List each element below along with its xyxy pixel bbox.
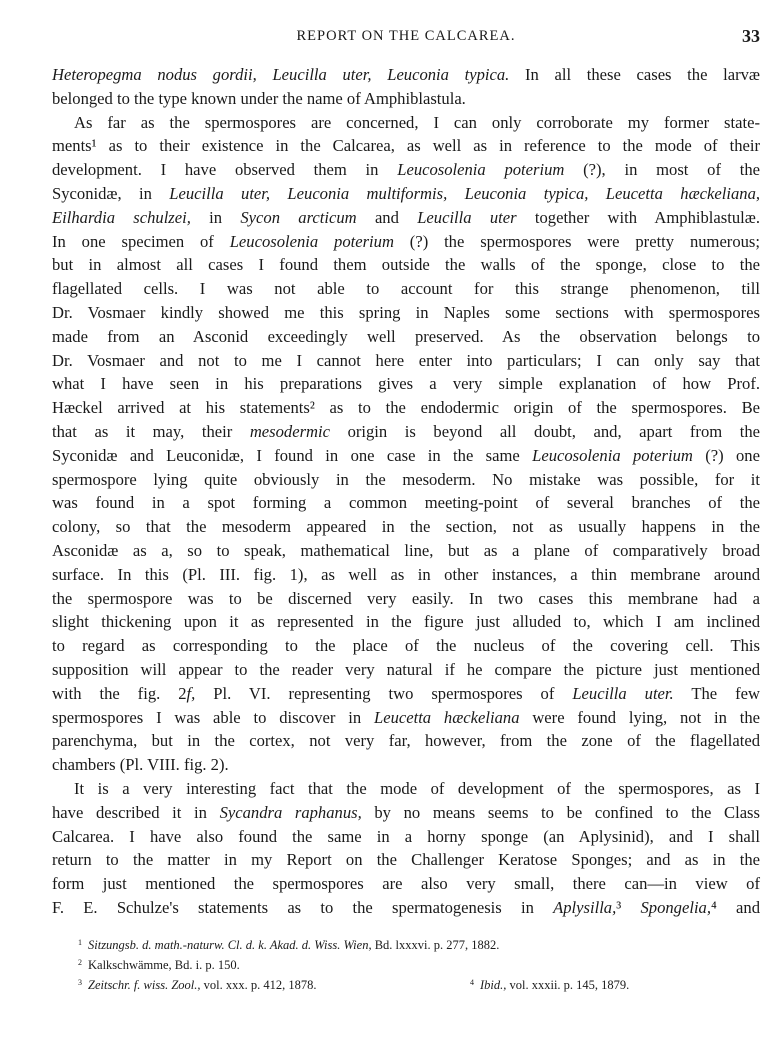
text-line (52, 253, 760, 277)
text-line (52, 539, 760, 563)
text-run: parenchyma, but in the cortex, not very far, however, from the zone of the flagellated (52, 731, 760, 751)
text-line (52, 658, 760, 682)
italic-text: Sycon arcticum (240, 207, 357, 227)
text-line (52, 420, 760, 444)
body-text (52, 63, 760, 920)
text-line (52, 349, 760, 373)
text-line (52, 587, 760, 611)
footnote-2 (78, 953, 758, 973)
text-run: have described it in (52, 802, 220, 822)
page-header (52, 26, 760, 48)
text-run: by no means seems to be confined to the Class (361, 802, 760, 822)
text-line (52, 515, 760, 539)
footnote-ref: Bd. lxxxvi. p. 277, 1882. (371, 938, 500, 952)
text-run: In one specimen of (52, 231, 230, 251)
text-line (52, 491, 760, 515)
text-run: In all these cases the larvæ (509, 65, 760, 84)
text-line (52, 63, 760, 87)
footnote-mark: 2 (78, 958, 82, 967)
text-run: were found lying, not in the (519, 707, 760, 727)
text-line (52, 468, 760, 492)
footnote-ref: Kalkschwämme, Bd. i. p. 150. (88, 958, 240, 972)
text-run: colony, so that the mesoderm appeared in the section, not as usually happens in the (52, 517, 760, 537)
italic-text: f, (186, 683, 196, 703)
text-line (52, 777, 760, 801)
italic-text: Leucosolenia poterium (397, 160, 565, 180)
footnote-mark: 1 (78, 938, 82, 947)
italic-text: Leucilla uter (417, 207, 517, 227)
text-run: the spermospore was to be discerned very easily. In two cases this membrane had a (52, 588, 760, 608)
text-run: together with Amphiblastulæ. (516, 207, 760, 227)
footnote-mark: 4 (470, 978, 474, 987)
text-run: flagellated cells. I was not able to account for this strange phenomenon, till (52, 279, 760, 299)
italic-text: Sycandra raphanus, (219, 802, 362, 822)
text-line (52, 277, 760, 301)
footnote-1 (78, 933, 758, 953)
text-run: that as it may, their (52, 421, 250, 441)
footnote-4 (470, 973, 629, 995)
text-line (52, 634, 760, 658)
italic-text: mesodermic (249, 421, 330, 441)
text-run: (?), in most of the (564, 160, 760, 180)
text-run: Dr. Vosmaer and not to me I cannot here enter into particulars; I can only say that (52, 350, 760, 370)
text-line (52, 372, 760, 396)
text-run: Calcarea. I have also found the same in a horny sponge (an Aplysinid), and I shall (52, 826, 760, 846)
italic-text: Spongelia, (640, 897, 711, 917)
text-run: to regard as corresponding to the place of the nucleus of the covering cell. This (52, 636, 760, 656)
text-run: ments¹ as to their existence in the Calcarea, as well as in reference to the mode of their (52, 136, 760, 156)
text-run: Hæckel arrived at his statements² as to the endodermic origin of the spermospores. Be (52, 398, 760, 418)
italic-text: Leucilla uter. (572, 683, 674, 703)
text-line (52, 896, 760, 920)
text-run: what I have seen in his preparations gives a very simple explanation of how Prof. (52, 374, 760, 394)
italic-text: Aplysilla, (553, 897, 617, 917)
text-run: belonged to the type known under the name of Amphiblastula. (52, 88, 466, 108)
text-run: (?) one (692, 445, 760, 465)
text-run: slight thickening upon it as represented in the figure just alluded to, which I am inclined (52, 612, 760, 632)
text-run: form just mentioned the spermospores are also very small, there can—in view of (52, 874, 760, 894)
text-line (52, 230, 760, 254)
text-run: and (356, 207, 418, 227)
text-run: ³ (616, 897, 641, 917)
footnote-mark: 3 (78, 978, 82, 987)
text-run: made from an Asconid exceedingly well preserved. As the observation belongs to (52, 326, 760, 346)
text-run: with the fig. 2 (52, 683, 187, 703)
footnotes (78, 933, 758, 993)
footnote-source: Ibid., (480, 978, 507, 992)
text-line (52, 206, 760, 230)
text-run: The few (673, 683, 760, 703)
footnote-source: Sitzungsb. d. math.-naturw. Cl. d. k. Akad. d. Wiss. Wien, (88, 938, 372, 952)
text-run: ⁴ and (711, 897, 760, 917)
footnote-ref: vol. xxx. p. 412, 1878. (200, 978, 317, 992)
italic-text: Heteropegma nodus gordii, Leucilla uter, Leuconia typica. (52, 65, 510, 84)
text-run: was found in a spot forming a common meeting-point of several branches of the (52, 493, 760, 513)
text-line (52, 396, 760, 420)
text-run: Dr. Vosmaer kindly showed me this spring in Naples some sections with spermospores (52, 302, 760, 322)
text-run: development. I have observed them in (52, 160, 398, 180)
text-line (52, 682, 760, 706)
italic-text: Leucetta hæckeliana (373, 707, 520, 727)
italic-text: Leucosolenia poterium (532, 445, 693, 465)
text-line (52, 729, 760, 753)
text-line (52, 182, 760, 206)
text-run: origin is beyond all doubt, and, apart from the (330, 421, 760, 441)
text-line (52, 825, 760, 849)
text-run: spermospore lying quite obviously in the mesoderm. No mistake was possible, for it (52, 469, 760, 489)
text-line (52, 563, 760, 587)
text-run: It is a very interesting fact that the mode of development of the spermospores, as I (74, 778, 760, 798)
text-run: Syconidæ and Leuconidæ, I found in one case in the same (52, 445, 533, 465)
running-title: REPORT ON THE CALCAREA. (296, 28, 516, 44)
text-line (52, 848, 760, 872)
text-line (52, 872, 760, 896)
text-line (52, 325, 760, 349)
footnote-source: Zeitschr. f. wiss. Zool., (88, 978, 201, 992)
italic-text: Leucilla uter, Leuconia multiformis, Leuconia typica, Leucetta hæckeliana, (169, 183, 761, 203)
text-line (52, 753, 760, 777)
text-run: (?) the spermospores were pretty numerous; (393, 231, 760, 251)
text-line (52, 801, 760, 825)
text-run: chambers (Pl. VIII. fig. 2). (52, 755, 229, 775)
text-run: supposition will appear to the reader very natural if he compare the picture just mentioned (52, 659, 760, 679)
text-line (52, 111, 760, 135)
text-run: Syconidæ, in (52, 183, 170, 203)
italic-text: Eilhardia schulzei, (52, 207, 191, 227)
footnote-ref: vol. xxxii. p. 145, 1879. (506, 978, 630, 992)
italic-text: Leucosolenia poterium (229, 231, 394, 251)
text-run: spermospores I was able to discover in (52, 707, 374, 727)
text-run: in (190, 207, 241, 227)
text-line (52, 158, 760, 182)
text-line (52, 301, 760, 325)
footnote-3 (78, 973, 758, 993)
text-run: but in almost all cases I found them outside the walls of the sponge, close to the (52, 255, 760, 275)
text-run: surface. In this (Pl. III. fig. 1), as well as in other instances, a thin membrane around (52, 564, 760, 584)
page-number: 33 (742, 26, 760, 46)
text-line (52, 706, 760, 730)
text-run: Asconidæ as a, so to speak, mathematical line, but as a plane of comparatively broad (52, 540, 760, 560)
text-line (52, 444, 760, 468)
text-run: As far as the spermospores are concerned, I can only corroborate my former state- (74, 112, 760, 132)
text-run: F. E. Schulze's statements as to the spermatogenesis in (52, 897, 554, 917)
text-line (52, 134, 760, 158)
text-line (52, 610, 760, 634)
text-run: Pl. VI. representing two spermospores of (195, 683, 573, 703)
text-run: return to the matter in my Report on the Challenger Keratose Sponges; and as in the (52, 850, 760, 870)
text-line (52, 87, 760, 111)
